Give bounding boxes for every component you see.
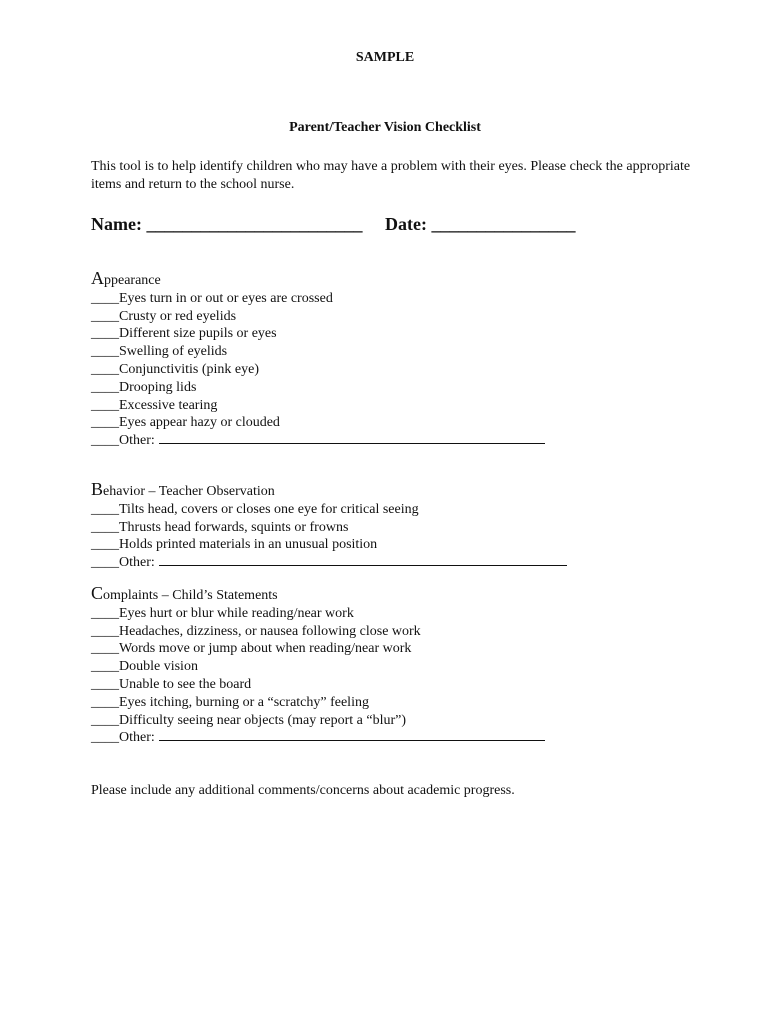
- check-blank: ____: [91, 537, 119, 553]
- checklist-item[interactable]: [91, 397, 711, 415]
- date-field[interactable]: Date: ________________: [384, 214, 576, 234]
- name-date-row: [91, 214, 711, 235]
- check-blank: ____: [91, 659, 119, 675]
- checklist-item[interactable]: [91, 658, 711, 676]
- checklist-item-other[interactable]: [91, 432, 711, 450]
- checklist-item[interactable]: [91, 361, 711, 379]
- item-label: Eyes itching, burning or a “scratchy” feeling: [119, 694, 369, 710]
- complaints-heading-initial: C: [91, 583, 104, 603]
- complaints-heading: [91, 585, 711, 605]
- item-label: Double vision: [119, 659, 198, 675]
- appearance-heading-initial: A: [91, 268, 104, 288]
- checklist-item[interactable]: [91, 343, 711, 361]
- document-title: Parent/Teacher Vision Checklist: [289, 120, 481, 135]
- item-label: Words move or jump about when reading/near work: [119, 641, 412, 657]
- item-label: Crusty or red eyelids: [119, 308, 237, 324]
- check-blank: ____: [91, 519, 119, 535]
- checklist-item[interactable]: [91, 623, 711, 641]
- checklist-item[interactable]: [91, 712, 711, 730]
- check-blank: ____: [91, 361, 119, 377]
- intro-text: This tool is to help identify children who may have a problem with their eyes. Please check the appropriate items and return to the school nurse.: [91, 159, 691, 192]
- check-blank: ____: [91, 379, 119, 395]
- checklist-item-other[interactable]: [91, 729, 711, 747]
- item-label: Headaches, dizziness, or nausea following close work: [119, 623, 421, 639]
- check-blank: ____: [91, 623, 119, 639]
- other-label: Other:: [119, 730, 155, 746]
- check-blank: ____: [91, 676, 119, 692]
- behavior-heading-initial: B: [91, 479, 104, 499]
- checklist-item[interactable]: [91, 290, 711, 308]
- checklist-item[interactable]: [91, 325, 711, 343]
- item-label: Tilts head, covers or closes one eye for critical seeing: [119, 501, 419, 517]
- complaints-heading-rest: omplaints – Child’s Statements: [103, 588, 278, 603]
- check-blank: ____: [91, 415, 119, 431]
- closing-text: Please include any additional comments/concerns about academic progress.: [91, 783, 515, 798]
- check-blank: ____: [91, 501, 119, 517]
- checklist-item[interactable]: [91, 640, 711, 658]
- behavior-section: [91, 481, 711, 572]
- checklist-item[interactable]: [91, 414, 711, 432]
- check-blank: ____: [91, 641, 119, 657]
- check-blank: ____: [91, 712, 119, 728]
- other-label: Other:: [119, 433, 155, 449]
- behavior-heading-rest: ehavior – Teacher Observation: [103, 484, 275, 499]
- item-label: Eyes appear hazy or clouded: [119, 415, 280, 431]
- checklist-item[interactable]: [91, 501, 711, 519]
- item-label: Swelling of eyelids: [119, 344, 228, 360]
- check-blank: ____: [91, 730, 119, 746]
- other-write-in-line[interactable]: [159, 729, 545, 741]
- sample-label: SAMPLE: [355, 50, 415, 65]
- checklist-item[interactable]: [91, 379, 711, 397]
- name-field[interactable]: Name: ________________________: [91, 214, 363, 234]
- check-blank: ____: [91, 344, 119, 360]
- check-blank: ____: [91, 308, 119, 324]
- item-label: Eyes turn in or out or eyes are crossed: [119, 290, 333, 306]
- item-label: Thrusts head forwards, squints or frowns: [119, 519, 349, 535]
- checklist-item-other[interactable]: [91, 554, 711, 572]
- check-blank: ____: [91, 605, 119, 621]
- item-label: Excessive tearing: [119, 397, 218, 413]
- item-label: Holds printed materials in an unusual position: [119, 537, 378, 553]
- checklist-item[interactable]: [91, 536, 711, 554]
- other-write-in-line[interactable]: [159, 432, 545, 444]
- check-blank: ____: [91, 290, 119, 306]
- checklist-item[interactable]: [91, 694, 711, 712]
- appearance-heading: [91, 270, 711, 290]
- item-label: Unable to see the board: [119, 676, 252, 692]
- check-blank: ____: [91, 397, 119, 413]
- item-label: Difficulty seeing near objects (may report a “blur”): [119, 712, 407, 728]
- behavior-heading: [91, 481, 711, 501]
- complaints-section: [91, 585, 711, 747]
- check-blank: ____: [91, 555, 119, 571]
- item-label: Conjunctivitis (pink eye): [119, 361, 259, 377]
- appearance-heading-rest: ppearance: [104, 273, 161, 288]
- checklist-item[interactable]: [91, 676, 711, 694]
- other-write-in-line[interactable]: [159, 554, 567, 566]
- item-label: Drooping lids: [119, 379, 197, 395]
- item-label: Eyes hurt or blur while reading/near work: [119, 605, 354, 621]
- checklist-item[interactable]: [91, 519, 711, 537]
- check-blank: ____: [91, 694, 119, 710]
- check-blank: ____: [91, 326, 119, 342]
- checklist-item[interactable]: [91, 605, 711, 623]
- item-label: Different size pupils or eyes: [119, 326, 277, 342]
- other-label: Other:: [119, 555, 155, 571]
- check-blank: ____: [91, 433, 119, 449]
- appearance-section: [91, 270, 711, 450]
- checklist-item[interactable]: [91, 308, 711, 326]
